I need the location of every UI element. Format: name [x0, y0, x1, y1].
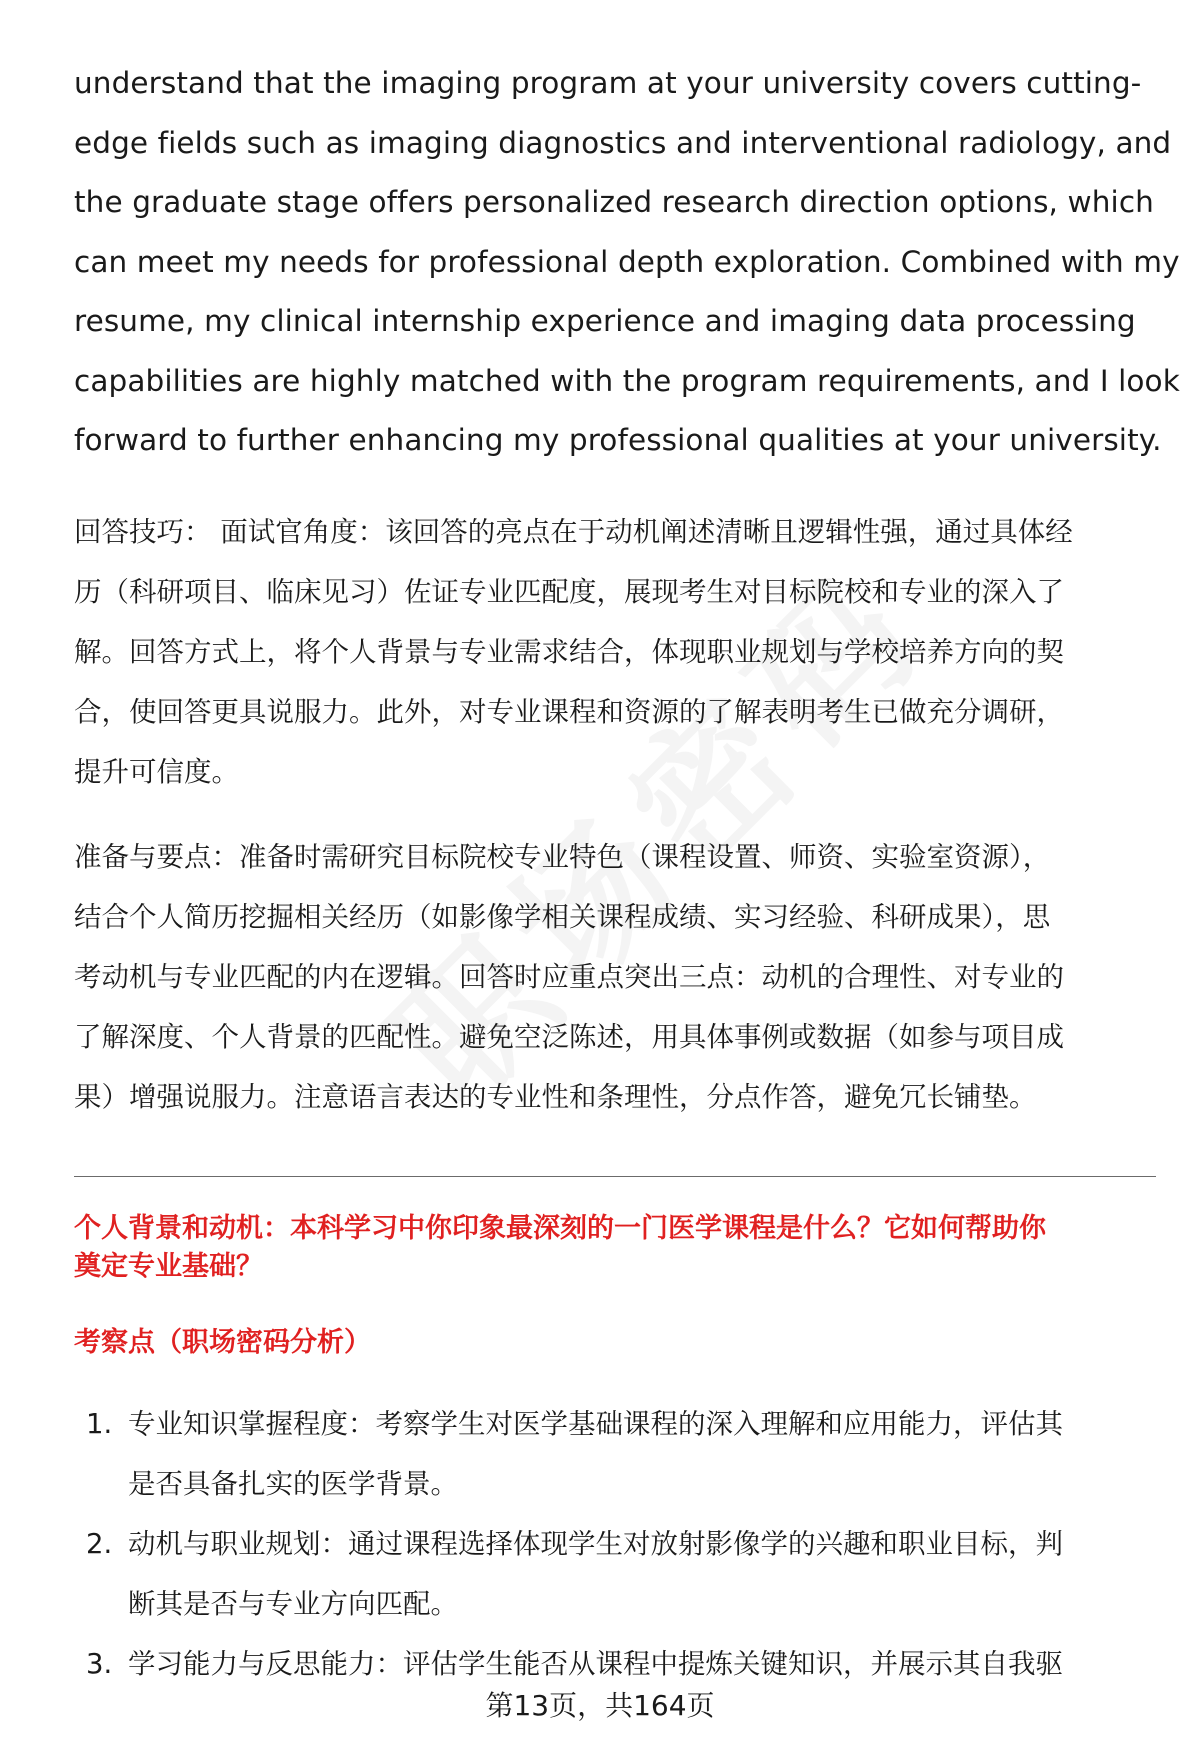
text-line: 准备与要点：准备时需研究目标院校专业特色（课程设置、师资、实验室资源），: [74, 841, 1051, 873]
answer-tips-paragraph: [74, 502, 1154, 802]
list-number: 2.: [86, 1528, 113, 1560]
text-line: 了解深度、个人背景的匹配性。避免空泛陈述，用具体事例或数据（如参与项目成: [74, 1021, 1064, 1053]
text-line: 合，使回答更具说服力。此外，对专业课程和资源的了解表明考生已做充分调研，: [74, 696, 1064, 728]
text-line: 历（科研项目、临床见习）佐证专业匹配度，展现考生对目标院校和专业的深入了: [74, 576, 1064, 608]
text-line: 学习能力与反思能力：评估学生能否从课程中提炼关键知识，并展示其自我驱: [128, 1648, 1063, 1680]
text-line: capabilities are highly matched with the program requirements, and I look: [74, 363, 1180, 398]
question-heading: [74, 1210, 1154, 1286]
text-line: the graduate stage offers personalized research direction options, which: [74, 185, 1154, 219]
text-line: 考动机与专业匹配的内在逻辑。回答时应重点突出三点：动机的合理性、对专业的: [74, 961, 1064, 993]
text-line: 结合个人简历挖掘相关经历（如影像学相关课程成绩、实习经验、科研成果），思: [74, 901, 1051, 933]
text-line: 果）增强说服力。注意语言表达的专业性和条理性，分点作答，避免冗长铺垫。: [74, 1081, 1037, 1113]
text-line: 解。回答方式上，将个人背景与专业需求结合，体现职业规划与学校培养方向的契: [74, 636, 1064, 668]
preparation-paragraph: [74, 827, 1154, 1127]
text-line: edge fields such as imaging diagnostics and interventional radiology, and: [74, 125, 1172, 160]
question-line: 奠定专业基础？: [74, 1251, 263, 1282]
page-footer: [0, 1686, 1200, 1726]
page-number: 第13页，共164页: [475, 1689, 724, 1722]
intro-paragraph: [74, 54, 1180, 471]
section-divider: [74, 1176, 1156, 1177]
text-line: 专业知识掌握程度：考察学生对医学基础课程的深入理解和应用能力，评估其: [128, 1408, 1063, 1440]
list-number: 1.: [86, 1408, 113, 1440]
text-line: 断其是否与专业方向匹配。: [128, 1588, 458, 1620]
question-line: 个人背景和动机：本科学习中你印象最深刻的一门医学课程是什么？它如何帮助你: [74, 1213, 1046, 1244]
text-line: 提升可信度。: [74, 756, 239, 788]
text-line: 回答技巧： 面试官角度：该回答的亮点在于动机阐述清晰且逻辑性强，通过具体经: [74, 516, 1073, 548]
list-number: 3.: [86, 1648, 113, 1680]
text-line: resume, my clinical internship experience and imaging data processing: [74, 304, 1136, 338]
text-line: understand that the imaging program at your university covers cutting-: [74, 66, 1142, 100]
assessment-points-heading: 考察点（职场密码分析）: [74, 1327, 371, 1358]
text-line: 是否具备扎实的医学背景。: [128, 1468, 458, 1500]
text-line: forward to further enhancing my professional qualities at your university.: [74, 423, 1162, 457]
text-line: 动机与职业规划：通过课程选择体现学生对放射影像学的兴趣和职业目标，判: [128, 1528, 1063, 1560]
text-line: can meet my needs for professional depth exploration. Combined with my: [74, 244, 1180, 279]
